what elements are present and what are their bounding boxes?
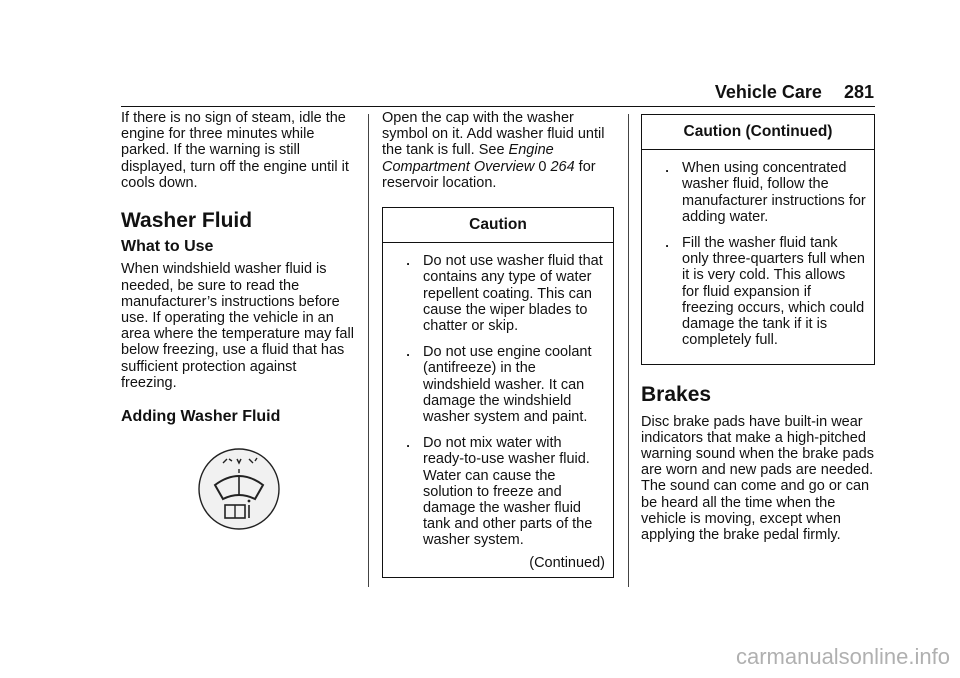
caution-bullet: . When using concentrated washer fluid, follow the manufacturer instructions for adding water. — [652, 160, 866, 225]
page-number: 281 — [843, 82, 874, 102]
page-ref-arrow: 0 — [538, 158, 547, 175]
page-header — [715, 82, 874, 103]
brakes-paragraph: Disc brake pads have built-in wear indicators that make a high-pitched warning sound when the brake pads are worn and new pads are needed. The sound can come and go or can be heard all the time when the vehicle is moving, except when applying the brake pedal firmly. — [641, 413, 874, 544]
washer-fluid-heading: Washer Fluid — [121, 209, 253, 233]
washer-fluid-symbol-icon — [197, 447, 281, 531]
what-to-use-paragraph: When windshield washer fluid is needed, be sure to read the manufacturer’s instructions before use. If operating the vehicle in an area where the temperature may fall below freezing, use a fluid that has sufficient protection against freezing. — [121, 261, 354, 391]
column-2 — [382, 110, 614, 578]
watermark: carmanualsonline.info — [735, 644, 950, 669]
caution-continued-bullets — [642, 150, 874, 348]
bullet-mark: . — [665, 235, 669, 251]
column-1 — [121, 110, 356, 531]
caution-bullets — [383, 243, 613, 548]
caution-title: Caution — [383, 208, 613, 243]
caution-bullet: . Do not use washer fluid that contains any type of water repellent coating. This can cause the wiper blades to chatter or skip. — [393, 253, 605, 334]
bullet-mark: . — [406, 253, 410, 269]
caution-bullet: . Fill the washer fluid tank only three-quarters full when it is very cold. This allows for fluid expansion if freezing occurs, which could damage the tank if it is completely full. — [652, 235, 866, 348]
what-to-use-heading: What to Use — [121, 238, 214, 256]
open-cap-paragraph: Open the cap with the washer symbol on it. Add washer fluid until the tank is full. See Engine Compartment Overview 0 264 for reservoir location. — [382, 110, 605, 191]
column-3 — [641, 110, 875, 543]
section-title: Vehicle Care — [714, 82, 822, 102]
column-divider-1 — [368, 114, 369, 587]
bullet-mark: . — [406, 344, 410, 360]
continued-label: (Continued) — [529, 554, 605, 571]
column-divider-2 — [628, 114, 629, 587]
bullet-mark: . — [406, 435, 410, 451]
brakes-heading: Brakes — [641, 383, 712, 407]
caution-bullet: . Do not use engine coolant (antifreeze) in the windshield washer. It can damage the windshield washer system and paint. — [393, 344, 605, 425]
engine-compartment-link[interactable]: Engine Compartment Overview — [382, 142, 554, 175]
caution-continued-box — [641, 114, 875, 365]
adding-washer-fluid-heading: Adding Washer Fluid — [121, 408, 281, 426]
header-rule — [121, 106, 875, 107]
caution-continued-title: Caution (Continued) — [642, 115, 874, 150]
caution-bullet: . Do not mix water with ready-to-use washer fluid. Water can cause the solution to freeze and damage the washer fluid tank and other parts of the washer system. — [393, 435, 605, 548]
caution-box — [382, 207, 614, 578]
page-ref-number[interactable]: 264 — [550, 158, 575, 175]
steam-paragraph: If there is no sign of steam, idle the engine for three minutes while parked. If the warning is still displayed, turn off the engine until it cools down. — [121, 110, 349, 191]
bullet-mark: . — [665, 160, 669, 176]
